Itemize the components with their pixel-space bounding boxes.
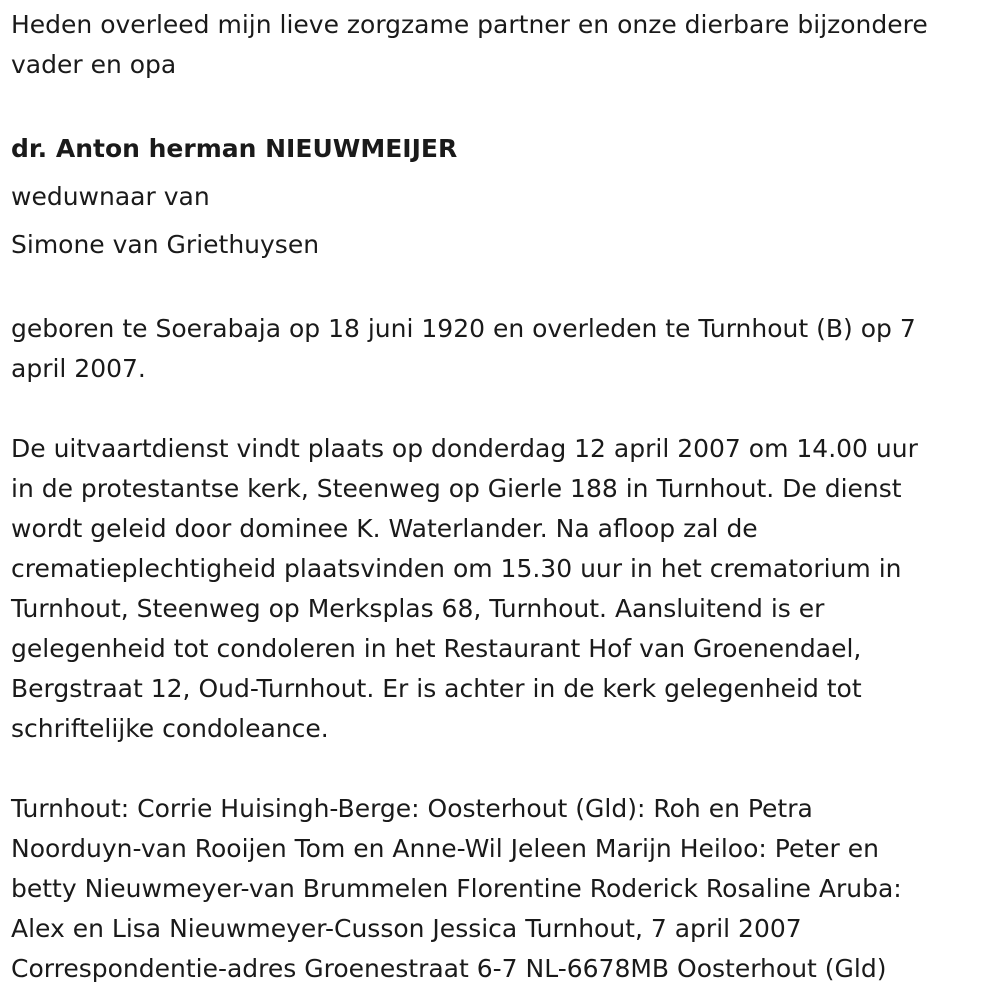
- spacer: [11, 85, 1000, 125]
- family-line: Alex en Lisa Nieuwmeyer-Cusson Jessica Turnhout, 7 april 2007: [11, 914, 802, 943]
- spouse-name: Simone van Griethuysen: [11, 230, 320, 259]
- service-line: De uitvaartdienst vindt plaats op donderdag 12 april 2007 om 14.00 uur: [11, 434, 918, 463]
- service-line: crematieplechtigheid plaatsvinden om 15.30 uur in het crematorium in: [11, 554, 902, 583]
- deceased-name: dr. Anton herman NIEUWMEIJER: [11, 134, 458, 163]
- intro-line: vader en opa: [11, 50, 177, 79]
- service-line: Turnhout, Steenweg op Merksplas 68, Turnhout. Aansluitend is er: [11, 594, 825, 623]
- family-line: betty Nieuwmeyer-van Brummelen Florentine Roderick Rosaline Aruba:: [11, 874, 902, 903]
- service-line: in de protestantse kerk, Steenweg op Gierle 188 in Turnhout. De dienst: [11, 474, 902, 503]
- spacer: [11, 749, 1000, 789]
- spacer: [11, 269, 1000, 309]
- family-line: Correspondentie-adres Groenestraat 6-7 NL-6678MB Oosterhout (Gld): [11, 954, 887, 983]
- service-line: Bergstraat 12, Oud-Turnhout. Er is achter in de kerk gelegenheid tot: [11, 674, 862, 703]
- birth-death-paragraph: [11, 309, 1000, 389]
- service-paragraph: [11, 429, 1000, 749]
- birth-death-line: geboren te Soerabaja op 18 juni 1920 en overleden te Turnhout (B) op 7: [11, 314, 916, 343]
- family-line: Turnhout: Corrie Huisingh-Berge: Oosterhout (Gld): Roh en Petra: [11, 794, 813, 823]
- spacer: [11, 389, 1000, 429]
- service-line: schriftelijke condoleance.: [11, 714, 329, 743]
- birth-death-line: april 2007.: [11, 354, 146, 383]
- family-line: Noorduyn-van Rooijen Tom en Anne-Wil Jeleen Marijn Heiloo: Peter en: [11, 834, 879, 863]
- family-paragraph: [11, 789, 1000, 989]
- intro-paragraph: [11, 5, 1000, 85]
- widower-label: weduwnaar van: [11, 182, 210, 211]
- intro-line: Heden overleed mijn lieve zorgzame partner en onze dierbare bijzondere: [11, 10, 928, 39]
- service-line: gelegenheid tot condoleren in het Restaurant Hof van Groenendael,: [11, 634, 862, 663]
- service-line: wordt geleid door dominee K. Waterlander. Na afloop zal de: [11, 514, 758, 543]
